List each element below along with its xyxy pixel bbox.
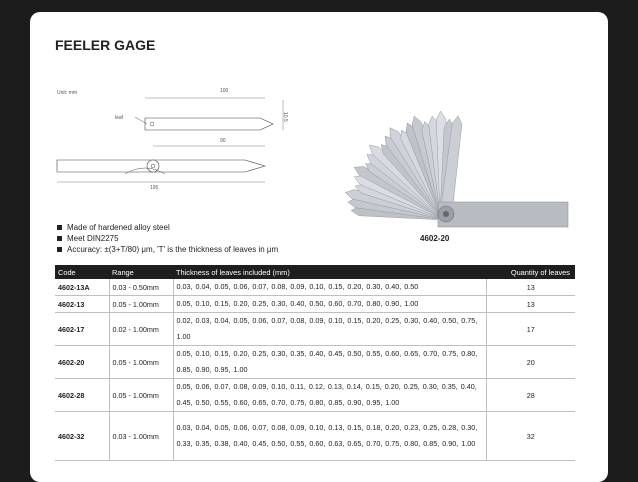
cell-code: 4602-13 [55, 296, 109, 313]
header-thickness: Thickness of leaves included (mm) [173, 265, 486, 279]
table-row [55, 379, 575, 412]
table-row [55, 313, 575, 346]
cell-range: 0.05 - 1.00mm [109, 296, 173, 313]
table-row [55, 346, 575, 379]
cell-thickness: 0.03, 0.04, 0.05, 0.06, 0.07, 0.08, 0.09, 0.10, 0.15, 0.20, 0.30, 0.40, 0.50 [173, 279, 486, 296]
cell-quantity: 17 [486, 313, 575, 346]
bullet-icon [57, 225, 62, 230]
cell-quantity: 32 [486, 412, 575, 461]
cell-range: 0.03 - 0.50mm [109, 279, 173, 296]
feature-item: Meet DIN2275 [57, 233, 278, 244]
photo-caption: 4602-20 [420, 234, 450, 243]
feature-item: Accuracy: ±(3+T/80) μm, 'T' is the thickness of leaves in μm [57, 244, 278, 255]
bullet-icon [57, 247, 62, 252]
cell-thickness: 0.05, 0.10, 0.15, 0.20, 0.25, 0.30, 0.35, 0.40, 0.45, 0.50, 0.55, 0.60, 0.65, 0.70, 0.75, 0.80, 0.85, 0.90, 0.95, 1.00 [173, 346, 486, 379]
cell-code: 4602-17 [55, 313, 109, 346]
product-photo [320, 72, 590, 242]
unit-label: Unit: mm [57, 90, 77, 96]
cell-quantity: 13 [486, 279, 575, 296]
product-sheet [30, 12, 608, 482]
table-row [55, 279, 575, 296]
cell-code: 4602-20 [55, 346, 109, 379]
table-row [55, 412, 575, 461]
feature-list [57, 222, 278, 255]
cell-quantity: 28 [486, 379, 575, 412]
cell-thickness: 0.05, 0.06, 0.07, 0.08, 0.09, 0.10, 0.11, 0.12, 0.13, 0.14, 0.15, 0.20, 0.25, 0.30, 0.35, 0.40, 0.45, 0.50, 0.55, 0.60, 0.65, 0.70, 0.75, 0.80, 0.85, 0.90, 0.95, 1.00 [173, 379, 486, 412]
pivot-nut-center [443, 211, 449, 217]
dim-100-label: 100 [220, 88, 229, 94]
leaf-hole [150, 122, 154, 126]
page-title: FEELER GAGE [55, 37, 156, 53]
header-range: Range [109, 265, 173, 279]
dim-width-label: 10.5 [282, 112, 288, 122]
gage-side-view [57, 160, 265, 172]
swing-arc [125, 168, 165, 174]
gage-holder [438, 202, 568, 227]
cell-code: 4602-28 [55, 379, 109, 412]
cell-code: 4602-32 [55, 412, 109, 461]
cell-thickness: 0.05, 0.10, 0.15, 0.20, 0.25, 0.30, 0.40, 0.50, 0.60, 0.70, 0.80, 0.90, 1.00 [173, 296, 486, 313]
cell-range: 0.05 - 1.00mm [109, 346, 173, 379]
cell-range: 0.02 - 1.00mm [109, 313, 173, 346]
dim-195-label: 195 [150, 185, 159, 191]
header-quantity: Quantity of leaves [486, 265, 575, 279]
dim-90-label: 90 [220, 138, 226, 144]
table-header-row [55, 265, 575, 279]
cell-quantity: 20 [486, 346, 575, 379]
bullet-icon [57, 236, 62, 241]
cell-range: 0.05 - 1.00mm [109, 379, 173, 412]
table-row [55, 296, 575, 313]
spec-table [55, 265, 575, 461]
cell-code: 4602-13A [55, 279, 109, 296]
leaf-label: leaf [115, 115, 124, 121]
leaf-top-view [145, 118, 273, 130]
header-code: Code [55, 265, 109, 279]
cell-quantity: 13 [486, 296, 575, 313]
feature-item: Made of hardened alloy steel [57, 222, 278, 233]
cell-thickness: 0.02, 0.03, 0.04, 0.05, 0.06, 0.07, 0.08, 0.09, 0.10, 0.15, 0.20, 0.25, 0.30, 0.40, 0.50, 0.75, 1.00 [173, 313, 486, 346]
cell-range: 0.03 - 1.00mm [109, 412, 173, 461]
cell-thickness: 0.03, 0.04, 0.05, 0.06, 0.07, 0.08, 0.09, 0.10, 0.13, 0.15, 0.18, 0.20, 0.23, 0.25, 0.28, 0.30, 0.33, 0.35, 0.38, 0.40, 0.45, 0.50, 0.55, 0.60, 0.63, 0.65, 0.70, 0.75, 0.80, 0.85, 0.90, 1.00 [173, 412, 486, 461]
technical-drawing [55, 88, 295, 192]
